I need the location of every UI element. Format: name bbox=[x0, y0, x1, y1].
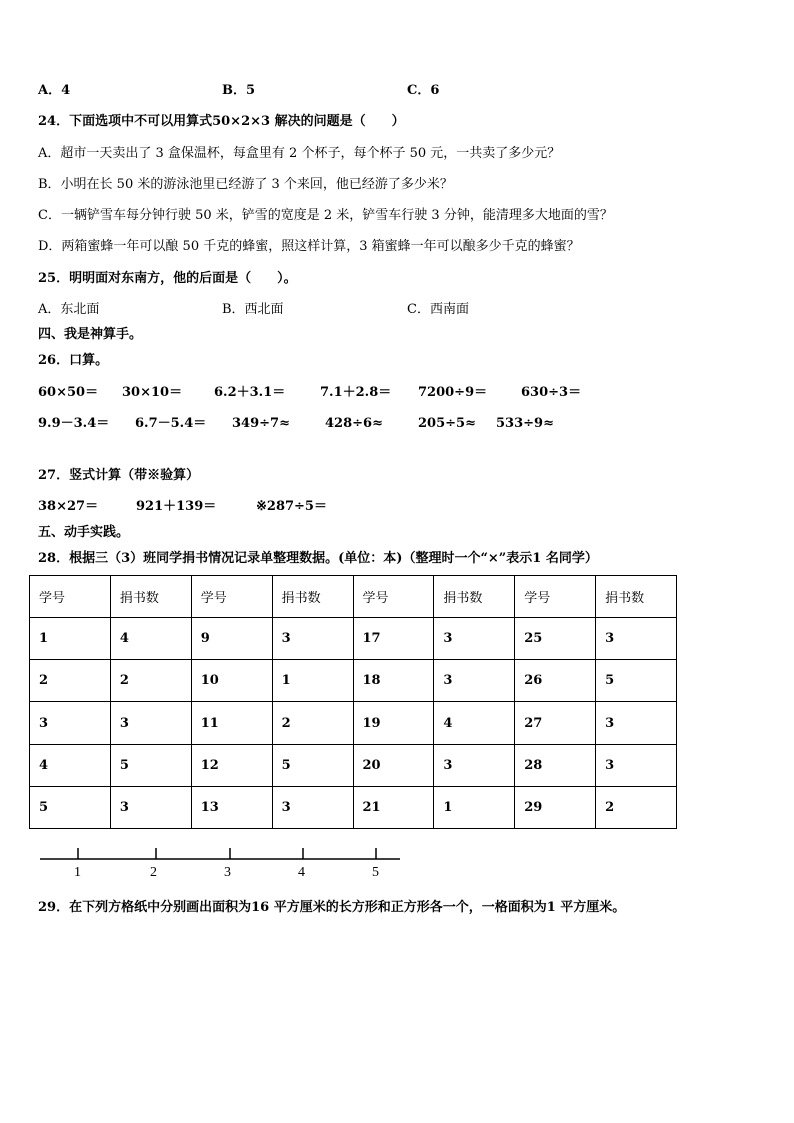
q24-option-b: B．小明在长 50 米的游泳池里已经游了 3 个来回，他已经游了多少米？ bbox=[38, 177, 453, 192]
table-header-cell: 学号 bbox=[191, 576, 272, 618]
table-cell: 11 bbox=[191, 702, 272, 744]
table-cell: 3 bbox=[110, 702, 191, 744]
q25-option-a: A．东北面 bbox=[38, 302, 100, 317]
q25-stem: 25．明明面对东南方，他的后面是（ ）。 bbox=[38, 271, 297, 286]
q25-option-c: C．西南面 bbox=[407, 302, 469, 317]
table-cell: 5 bbox=[110, 744, 191, 786]
table-cell: 3 bbox=[434, 744, 515, 786]
table-cell: 4 bbox=[434, 702, 515, 744]
table-cell: 26 bbox=[515, 660, 596, 702]
q26-stem: 26．口算。 bbox=[38, 353, 109, 368]
table-cell: 18 bbox=[353, 660, 434, 702]
q26-item: 7200÷9＝ bbox=[418, 385, 488, 400]
table-cell: 2 bbox=[272, 702, 353, 744]
q27-stem: 27．竖式计算（带※验算） bbox=[38, 468, 200, 483]
table-header-cell: 捐书数 bbox=[434, 576, 515, 618]
table-row bbox=[30, 786, 677, 828]
q26-item: 9.9－3.4＝ bbox=[38, 416, 110, 431]
table-header-cell: 捐书数 bbox=[272, 576, 353, 618]
q26-item: 630÷3＝ bbox=[521, 385, 582, 400]
table-cell: 4 bbox=[110, 618, 191, 660]
table-header-cell: 学号 bbox=[515, 576, 596, 618]
q27-item: ※287÷5＝ bbox=[256, 499, 327, 514]
table-header-row bbox=[30, 576, 677, 618]
q26-item: 533÷9≈ bbox=[496, 416, 554, 431]
axis-tick-label: 3 bbox=[224, 865, 231, 880]
tally-axis bbox=[40, 845, 402, 865]
table-cell: 2 bbox=[110, 660, 191, 702]
table-row bbox=[30, 618, 677, 660]
q24-option-d: D．两箱蜜蜂一年可以酿 50 千克的蜂蜜，照这样计算，3 箱蜜蜂一年可以酿多少千克的蜂蜜？ bbox=[38, 239, 580, 254]
table-header-cell: 捐书数 bbox=[596, 576, 677, 618]
table-cell: 9 bbox=[191, 618, 272, 660]
q26-item: 6.7－5.4＝ bbox=[135, 416, 207, 431]
q29-stem: 29．在下列方格纸中分别画出面积为16 平方厘米的长方形和正方形各一个，一格面积为1 平方厘米。 bbox=[38, 900, 626, 915]
table-header-cell: 学号 bbox=[30, 576, 111, 618]
table-header-cell: 捐书数 bbox=[110, 576, 191, 618]
table-cell: 5 bbox=[596, 660, 677, 702]
table-cell: 5 bbox=[30, 786, 111, 828]
q27-item: 921＋139＝ bbox=[136, 499, 217, 514]
q26-item: 7.1＋2.8＝ bbox=[320, 385, 392, 400]
table-header-cell: 学号 bbox=[353, 576, 434, 618]
q24-option-a: A．超市一天卖出了 3 盒保温杯，每盒里有 2 个杯子，每个杯子 50 元，一共卖了多少元？ bbox=[38, 146, 561, 161]
q23-option-b: B．5 bbox=[222, 83, 256, 98]
table-cell: 17 bbox=[353, 618, 434, 660]
table-cell: 25 bbox=[515, 618, 596, 660]
table-cell: 21 bbox=[353, 786, 434, 828]
table-cell: 5 bbox=[272, 744, 353, 786]
table-cell: 3 bbox=[110, 786, 191, 828]
q26-item: 6.2＋3.1＝ bbox=[214, 385, 286, 400]
table-cell: 1 bbox=[30, 618, 111, 660]
table-cell: 3 bbox=[30, 702, 111, 744]
q26-item: 30×10＝ bbox=[122, 385, 183, 400]
table-cell: 4 bbox=[30, 744, 111, 786]
q23-option-a: A．4 bbox=[38, 83, 71, 98]
table-cell: 3 bbox=[596, 744, 677, 786]
axis-tick-label: 1 bbox=[74, 865, 81, 880]
table-row bbox=[30, 702, 677, 744]
table-cell: 3 bbox=[272, 786, 353, 828]
table-cell: 3 bbox=[596, 618, 677, 660]
table-cell: 12 bbox=[191, 744, 272, 786]
q24-stem: 24．下面选项中不可以用算式50×2×3 解决的问题是（ ） bbox=[38, 114, 405, 129]
table-cell: 27 bbox=[515, 702, 596, 744]
q26-item: 428÷6≈ bbox=[325, 416, 383, 431]
table-row bbox=[30, 660, 677, 702]
table-cell: 19 bbox=[353, 702, 434, 744]
table-cell: 3 bbox=[434, 618, 515, 660]
table-cell: 13 bbox=[191, 786, 272, 828]
table-cell: 29 bbox=[515, 786, 596, 828]
q24-option-c: C．一辆铲雪车每分钟行驶 50 米，铲雪的宽度是 2 米，铲雪车行驶 3 分钟，能清理多大地面的雪？ bbox=[38, 208, 613, 223]
table-cell: 1 bbox=[434, 786, 515, 828]
table-cell: 1 bbox=[272, 660, 353, 702]
q23-option-c: C．6 bbox=[407, 83, 440, 98]
q28-stem: 28．根据三（3）班同学捐书情况记录单整理数据。(单位：本)（整理时一个“×”表示1 名同学） bbox=[38, 551, 598, 566]
section-4-title: 四、我是神算手。 bbox=[38, 327, 143, 342]
table-cell: 3 bbox=[596, 702, 677, 744]
table-cell: 2 bbox=[30, 660, 111, 702]
axis-tick-label: 2 bbox=[150, 865, 157, 880]
q25-option-b: B．西北面 bbox=[222, 302, 284, 317]
table-cell: 28 bbox=[515, 744, 596, 786]
table-cell: 3 bbox=[272, 618, 353, 660]
q26-item: 205÷5≈ bbox=[418, 416, 476, 431]
table-cell: 20 bbox=[353, 744, 434, 786]
table-cell: 2 bbox=[596, 786, 677, 828]
axis-tick-label: 4 bbox=[298, 865, 305, 880]
table-cell: 3 bbox=[434, 660, 515, 702]
table-row bbox=[30, 744, 677, 786]
donation-record-table bbox=[29, 575, 677, 829]
q26-item: 349÷7≈ bbox=[232, 416, 290, 431]
q27-item: 38×27＝ bbox=[38, 499, 99, 514]
section-5-title: 五、动手实践。 bbox=[38, 525, 130, 540]
table-cell: 10 bbox=[191, 660, 272, 702]
q26-item: 60×50＝ bbox=[38, 385, 99, 400]
axis-tick-label: 5 bbox=[372, 865, 379, 880]
